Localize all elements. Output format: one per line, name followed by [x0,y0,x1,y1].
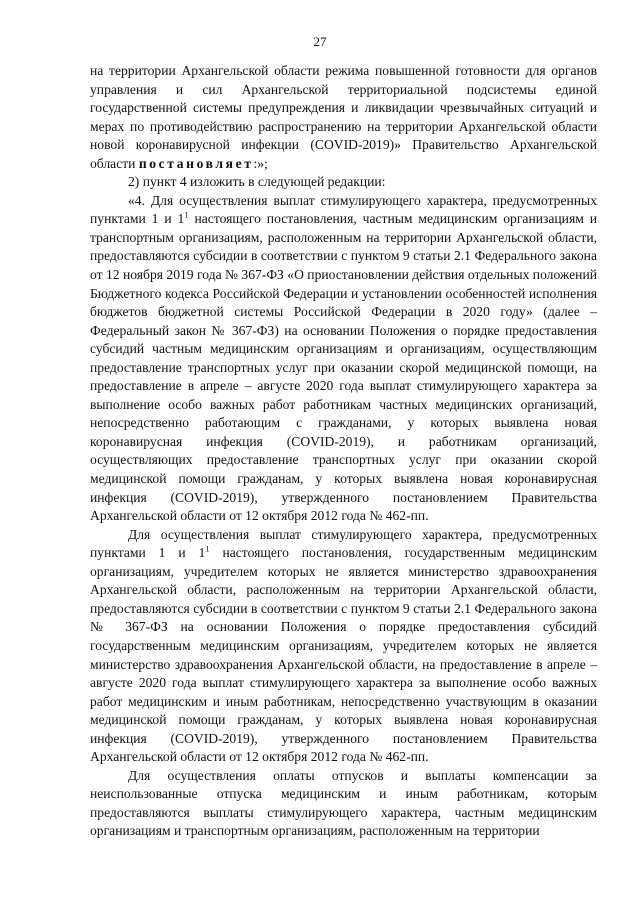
paragraph-p3 [90,192,597,526]
paragraph-text: :»; [253,155,268,171]
paragraph-p1 [90,62,597,173]
paragraph-text: «4. Для осуществления выплат стимулирующего характера, предусмотренных пунктами 1 и 1 [90,192,597,227]
paragraph-p2 [90,173,597,192]
document-body [90,62,597,841]
footnote-superscript: 1 [184,209,189,220]
paragraph-text: Для осуществления оплаты отпусков и выплаты компенсации за неиспользованные отпуска медицинским и иным работникам, которым предоставляются выплаты стимулирующего характера, частным медицинским организациям и транспортным организациям, расположенным на территории [90,767,597,839]
paragraph-text: настоящего постановления, частным медицинским организациям и транспортным организациям, расположенным на территории Архангельской области, предоставляются субсидии в соответствии с пунктом 9 статьи 2.1 Федерального закона от 12 ноября 2019 года № 367-ФЗ «О приостановлении действия отдельных положений Бюджетного кодекса Российской Федерации и установлении особенностей исполнения бюджетов бюджетной системы Российской Федерации в 2020 году» (далее – Федеральный закон № 367-ФЗ) на основании Положения о порядке предоставления субсидий частным медицинским организациям и организациям, осуществляющим предоставление транспортных услуг при оказании скорой медицинской помощи, на предоставление в апреле – августе 2020 года выплат стимулирующего характера за выполнение особо важных работ работникам частных медицинских организаций, непосредственно работающим с гражданами, у которых выявлена новая коронавирусная инфекция (COVID-2019), и работникам организаций, осуществляющих предоставление транспортных услуг при оказании скорой медицинской помощи гражданам, у которых выявлена новая коронавирусная инфекция (COVID-2019), утвержденного постановлением Правительства Архангельской области от 12 октября 2012 года № 462-пп. [90,211,597,524]
paragraph-text: 2) пункт 4 изложить в следующей редакции: [128,174,386,190]
paragraph-text: настоящего постановления, государственным медицинским организациям, учредителем которых не является министерство здравоохранения Архангельской области, расположенным на территории Архангельской области, предоставляются субсидии в соответствии с пунктом 9 статьи 2.1 Федерального закона № 367-ФЗ на основании Положения о порядке предоставления субсидий государственным медицинским организациям, учредителем которых не является министерство здравоохранения Архангельской области, на предоставление в апреле – августе 2020 года выплат стимулирующего характера за выполнение особо важных работ медицинским и иным работникам, непосредственно участвующим в оказании медицинской помощи гражданам, у которых выявлена новая коронавирусная инфекция (COVID-2019), утвержденного постановлением Правительства Архангельской области от 12 октября 2012 года № 462-пп. [90,545,598,765]
paragraph-p5 [90,767,597,841]
paragraph-p4 [90,526,597,767]
emphasized-verb: постановляет [138,155,254,171]
footnote-superscript: 1 [205,543,210,554]
paragraph-text: на территории Архангельской области режима повышенной готовности для органов управления и сил Архангельской территориальной подсистемы единой государственной системы предупреждения и ликвидации чрезвычайных ситуаций и мерах по противодействию распространению на территории Архангельской области новой коронавирусной инфекции (COVID-2019)» Правительство Архангельской области [90,63,597,171]
page-number: 27 [313,34,327,49]
paragraph-text: Для осуществления выплат стимулирующего характера, предусмотренных пунктами 1 и 1 [90,526,597,561]
